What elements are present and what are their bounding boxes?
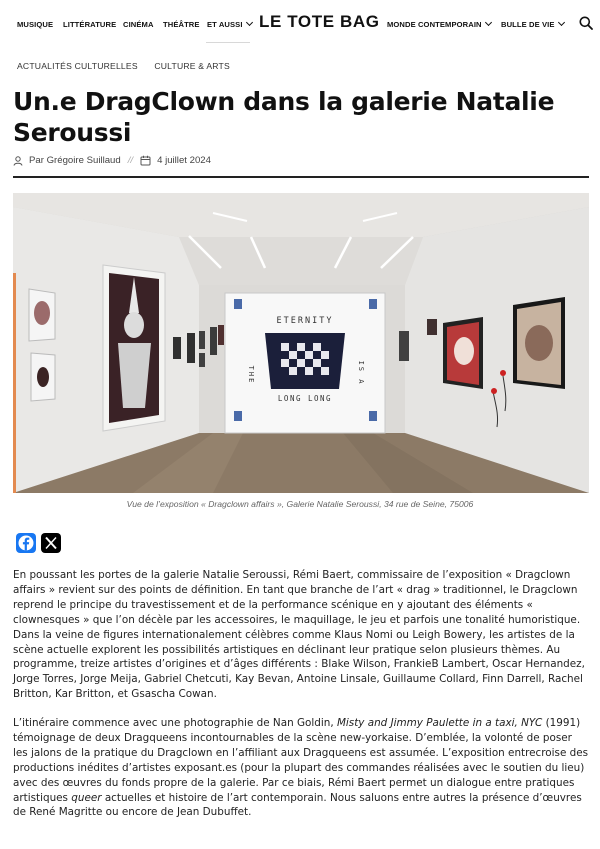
nav-litterature[interactable]: LITTÉRATURE — [63, 20, 117, 29]
exhibition-photo — [13, 193, 589, 493]
photo-caption: Vue de l’exposition « Dragclown affairs », Galerie Natalie Seroussi, 34 rue de Seine, 75006 — [126, 499, 474, 509]
category-culture-arts[interactable]: CULTURE & ARTS — [154, 61, 230, 71]
artwork-text-bottom: LONG LONG — [277, 394, 333, 403]
article-meta — [13, 155, 211, 166]
nav-musique[interactable]: MUSIQUE — [17, 20, 54, 29]
nav-et-aussi[interactable] — [207, 20, 252, 29]
queer-emphasis: queer — [71, 791, 102, 804]
share-x-button[interactable] — [41, 533, 61, 553]
paragraph-2-text-b: (1991) témoignage de deux Dragqueens incontournables de la scène new-yorkaise. D’emblée, la volonté de poser les jalons de la pratique du Dragclown en l’affiliant aux Dragqueens est assumée. L’exposition entrecroise des productions inédites d’artistes exposant.es (pour la plupart des commandes réalisées avec le soutien du lieu) avec des œuvres du fonds propre de la galerie. Par ce biais, Rémi Baert permet un dialogue entre pratiques artistiques — [13, 717, 589, 804]
nav-bulle-de-vie[interactable] — [501, 20, 564, 29]
nav-active-underline — [206, 42, 250, 43]
nav-bulle-de-vie-label: BULLE DE VIE — [501, 20, 555, 29]
top-navigation — [0, 0, 600, 48]
nav-et-aussi-label: ET AUSSI — [207, 20, 243, 29]
nav-theatre[interactable]: THÉÂTRE — [163, 20, 200, 29]
category-links — [17, 61, 244, 71]
search-icon[interactable] — [579, 16, 593, 30]
nav-monde-contemporain-label: MONDE CONTEMPORAIN — [387, 20, 482, 29]
article-paragraph-2 — [13, 716, 589, 820]
meta-separator: // — [127, 155, 134, 166]
x-logo-icon — [41, 533, 61, 553]
article-title: Un.e DragClown dans la galerie Natalie Seroussi — [13, 87, 555, 147]
category-actualites[interactable]: ACTUALITÉS CULTURELLES — [17, 61, 138, 71]
artwork-text-left: THE — [247, 365, 255, 385]
site-logo[interactable]: LE TOTE BAG — [259, 12, 380, 31]
paragraph-2-text-a: L’itinéraire commence avec une photographie de Nan Goldin, — [13, 717, 337, 729]
artwork-text-right: IS A — [357, 360, 365, 386]
share-facebook-button[interactable] — [16, 533, 36, 553]
publish-date: 4 juillet 2024 — [157, 155, 211, 166]
artwork-title-nan-goldin: Misty and Jimmy Paulette in a taxi, NYC — [336, 717, 543, 729]
artwork-text-top: ETERNITY — [276, 316, 334, 326]
calendar-icon — [140, 155, 151, 166]
chevron-down-icon — [246, 19, 253, 26]
author-link[interactable]: Par Grégoire Suillaud — [29, 155, 121, 166]
article-paragraph-1: En poussant les portes de la galerie Natalie Seroussi, Rémi Baert, commissaire de l’exposition « Dragclown affairs » revient sur des points de définition. En tant que branche de l’art « drag » traditionnel, le Dragclown reprend le principe du travestissement et de la performance scénique en y ajoutant des éléments « clownesques » que l’on décèle par les accessoires, le maquillage, le jeu et parfois une tonalité humoristique. Dans la veine de figures internationalement célèbres comme Klaus Nomi ou Leigh Bowery, les artistes de la scène actuelle explorent les possibilités artistiques en déclinant leur pratique selon plusieurs thèmes. Au programme, treize artistes d’origines et d’âges différents : Blake Wilson, FrankieB Lambert, Oscar Hernandez, Jorge Torres, Jorge Meija, Gabriel Chetcuti, Kay Bevan, Antoine Linsale, Guillaume Collard, Finn Darrell, Rachel Britton, Kar Britton, et Gsascha Cowan. — [13, 569, 585, 701]
user-icon — [13, 156, 23, 166]
chevron-down-icon — [485, 19, 492, 26]
meta-divider — [13, 176, 589, 178]
facebook-icon — [16, 533, 36, 553]
nav-cinema[interactable]: CINÉMA — [123, 20, 154, 29]
chevron-down-icon — [557, 19, 564, 26]
nav-monde-contemporain[interactable] — [387, 20, 491, 29]
paragraph-2-text-c: actuelles et histoire de l’art contemporain. Nous saluons entre autres la présence d’œuvres de René Magritte ou encore de Jean Dubuffet. — [13, 791, 582, 819]
gallery-room-illustration — [13, 193, 589, 493]
